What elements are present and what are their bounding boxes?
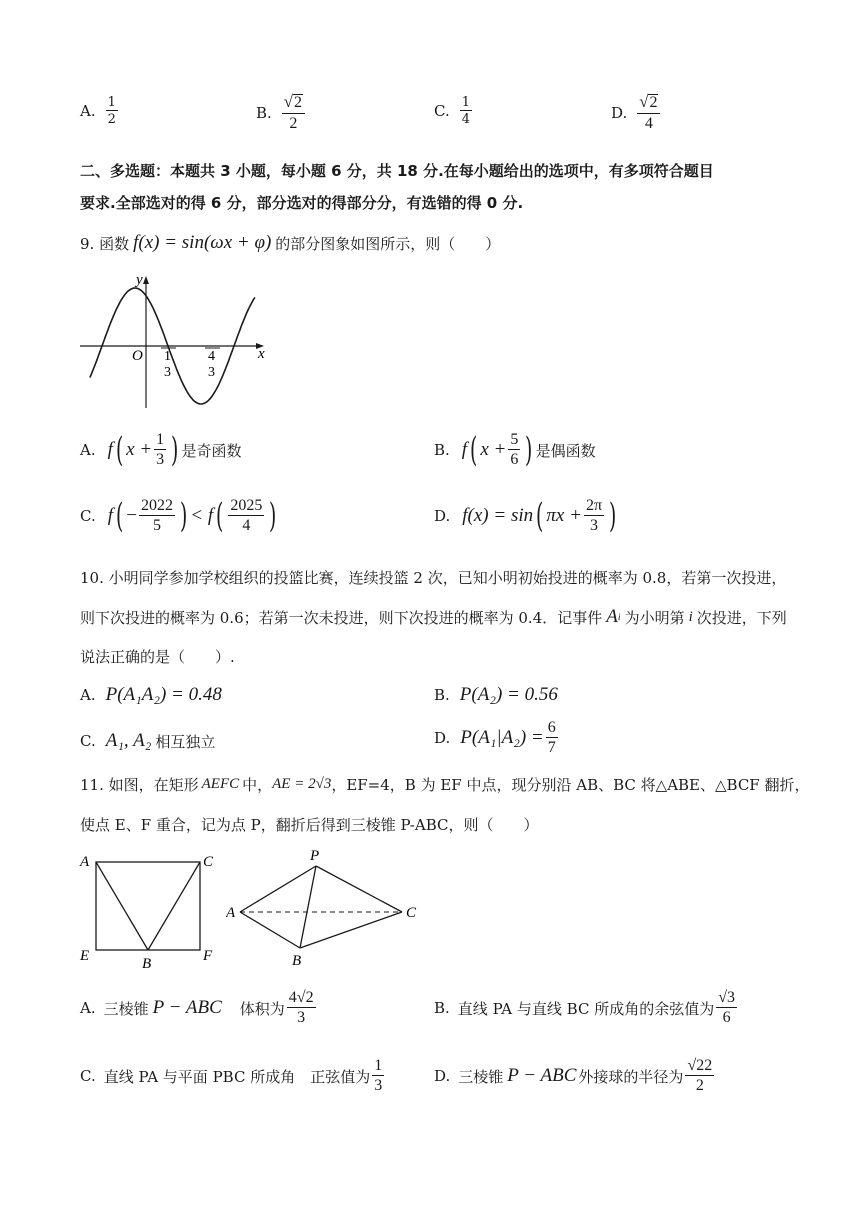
numerator: 6 (547, 719, 556, 736)
option-letter: B. (434, 999, 450, 1017)
tick2-den: 3 (208, 365, 215, 380)
y-axis-arrow (143, 276, 149, 284)
numerator: 2π (585, 497, 603, 514)
stem-prefix: 9. 函数 (80, 234, 130, 253)
option-text: 直线 PA 与平面 PBC 所成角 正弦值为 (103, 1067, 371, 1086)
denominator: 3 (589, 517, 598, 534)
q11-option-c (80, 1058, 386, 1094)
numerator: 1 (107, 95, 116, 110)
option-letter: C. (80, 1067, 96, 1085)
option-letter: A. (80, 441, 96, 459)
text: 为小明第 (624, 608, 685, 627)
option-suffix: 是奇函数 (181, 441, 242, 460)
option-letter: C. (80, 732, 96, 750)
fraction (637, 94, 660, 132)
stem-formula: f(x) = sin(ωx + φ) (133, 232, 272, 253)
segment-bc (148, 862, 200, 950)
denominator: 3 (374, 1077, 383, 1094)
right-paren: ) (179, 496, 188, 536)
func-name: f (107, 505, 113, 526)
option-suffix: 相互独立 (155, 732, 216, 751)
text: 次投进，下列 (696, 608, 787, 627)
fraction (508, 432, 520, 468)
event-sub: i (617, 611, 621, 623)
numerator: 1 (461, 95, 470, 110)
denominator: 2 (695, 1077, 704, 1094)
fraction (139, 498, 175, 534)
option-text: 体积为 (239, 999, 285, 1018)
numerator: 4√2 (288, 989, 314, 1006)
fraction (106, 96, 118, 126)
denominator: 4 (242, 517, 251, 534)
q10-option-d (434, 720, 560, 756)
option-letter: D. (434, 729, 451, 747)
denominator: 6 (510, 451, 519, 468)
option-text: 三棱锥 (458, 1067, 504, 1086)
edge-ap (240, 866, 316, 912)
section-heading-line1: 二、多选题：本题共 3 小题，每小题 6 分，共 18 分.在每小题给出的选项中，有多项符合题目 (80, 162, 714, 180)
option-expr: P − ABC (152, 997, 222, 1018)
edge-pb (300, 866, 316, 948)
x-label: x (258, 346, 265, 362)
tetrahedron-figure (226, 846, 424, 970)
q10-line2 (80, 606, 787, 628)
left-paren: ( (536, 496, 544, 536)
text: 中， (242, 776, 273, 794)
ae-length: AE = 2√3 (272, 776, 332, 792)
origin-label: O (132, 348, 143, 364)
q9-option-b (434, 432, 596, 468)
text: 则下次投进的概率为 0.6；若第一次未投进，则下次投进的概率为 0.4．记事件 (80, 608, 603, 627)
option-letter: A. (80, 102, 96, 120)
stem-suffix: 的部分图象如图所示，则（ ） (275, 234, 501, 253)
q11-option-d (434, 1058, 716, 1094)
denominator: 3 (156, 451, 165, 468)
option-letter: A. (80, 686, 96, 704)
q10-option-b (434, 684, 558, 706)
segment-ab (96, 862, 148, 950)
fraction (685, 1058, 714, 1094)
denominator: 2 (289, 114, 298, 132)
tick1-num: 1 (164, 349, 171, 364)
tick1-den: 3 (164, 365, 171, 380)
q9-option-a (80, 432, 241, 468)
label-f: F (203, 948, 213, 964)
edge-ab (240, 912, 300, 948)
label-b: B (142, 956, 152, 972)
denominator: 6 (722, 1009, 731, 1026)
option-text: 直线 PA 与直线 BC 所成角的余弦值为 (457, 999, 715, 1018)
right-paren: ) (171, 430, 179, 470)
option-letter: D. (434, 507, 451, 525)
numerator: 2022 (140, 497, 173, 514)
label-a: A (226, 905, 236, 921)
option-expr: P(A₁|A₂) = (460, 727, 544, 748)
option-letter: C. (434, 102, 450, 120)
minus-sign: − (126, 505, 137, 526)
fraction (584, 498, 604, 534)
q9-option-c (80, 498, 280, 534)
label-a: A (80, 854, 90, 870)
fraction (287, 990, 316, 1026)
radicand: 2 (649, 94, 658, 111)
denominator: 4 (461, 112, 470, 127)
section-heading-line2: 要求.全部选对的得 6 分，部分选对的得部分分，有选错的得 0 分. (80, 194, 524, 212)
numerator: 1 (374, 1057, 383, 1074)
option-expr: A₁, A₂ (105, 730, 152, 751)
edge-bc (300, 912, 402, 948)
q11-option-b (434, 990, 739, 1026)
fraction (154, 432, 166, 468)
q10-line3: 说法正确的是（ ）. (80, 648, 235, 666)
index-var: i (688, 608, 693, 625)
y-label: y (136, 272, 143, 288)
label-c: C (203, 854, 214, 870)
q11-option-a (80, 990, 318, 1026)
label-b: B (292, 953, 302, 969)
left-paren: ( (470, 430, 478, 470)
fraction (546, 720, 558, 756)
text: 11. 如图，在矩形 (80, 776, 199, 794)
left-paren: ( (216, 496, 224, 536)
inner-expr: x + (126, 439, 153, 460)
option-letter: A. (80, 999, 96, 1017)
func-expr: f(x) = sin (462, 505, 534, 526)
q10-option-c (80, 730, 215, 752)
rectangle-aefc (96, 862, 200, 950)
q9-option-d (434, 498, 619, 534)
fraction (460, 96, 472, 126)
label-e: E (80, 948, 90, 964)
numerator: √22 (687, 1057, 713, 1074)
left-paren: ( (115, 496, 124, 536)
option-letter: B. (434, 686, 450, 704)
fraction (228, 498, 264, 534)
label-p: P (310, 848, 320, 864)
denominator: 3 (297, 1009, 306, 1026)
numerator: √ 2 (282, 94, 305, 114)
rectangle-figure (76, 848, 224, 972)
rect-name: AEFC (201, 776, 240, 792)
q8-option-b (256, 94, 307, 132)
inner-expr: x + (480, 439, 507, 460)
right-paren: ) (609, 496, 617, 536)
label-c: C (406, 905, 417, 921)
inner-expr: πx + (546, 505, 582, 526)
numerator: √ 2 (637, 94, 660, 114)
fraction (372, 1058, 384, 1094)
q8-option-c (434, 96, 474, 126)
tick2-num: 4 (208, 349, 215, 364)
q10-option-a (80, 684, 222, 706)
right-paren: ) (269, 496, 277, 536)
denominator: 2 (107, 112, 116, 127)
q11-line1 (80, 774, 809, 795)
option-text: 三棱锥 (103, 999, 149, 1018)
numerator: √3 (718, 989, 735, 1006)
q9-stem (80, 232, 500, 254)
sine-graph (78, 268, 268, 413)
denominator: 5 (152, 517, 161, 534)
option-letter: B. (434, 441, 450, 459)
edge-pc (316, 866, 402, 912)
fraction (282, 94, 305, 132)
radicand: 2 (294, 94, 303, 111)
text: ，EF=4，B 为 EF 中点，现分别沿 AB、BC 将△ABE、△BCF 翻折， (331, 776, 810, 794)
option-text: 外接球的半径为 (578, 1067, 684, 1086)
option-suffix: 是偶函数 (535, 441, 596, 460)
q8-option-a (80, 96, 120, 126)
numerator: 2025 (230, 497, 263, 514)
option-expr: P − ABC (507, 1065, 577, 1086)
option-letter: D. (434, 1067, 451, 1085)
q11-line2: 使点 E、F 重合，记为点 P，翻折后得到三棱锥 P-ABC，则（ ） (80, 816, 539, 834)
option-letter: C. (80, 507, 96, 525)
func-name: f (461, 439, 468, 460)
option-letter: B. (256, 103, 272, 122)
option-expr: P(A₁A₂) = 0.48 (105, 684, 222, 705)
func-name: f (107, 439, 113, 460)
q10-line1: 10. 小明同学参加学校组织的投篮比赛，连续投篮 2 次，已知小明初始投进的概率为 0.8，若第一次投进， (80, 569, 787, 587)
numerator: 1 (156, 431, 165, 448)
less-than-f: < f (190, 505, 214, 526)
event-var: A (606, 606, 618, 627)
denominator: 4 (644, 114, 653, 132)
right-paren: ) (525, 430, 533, 470)
fraction (716, 990, 737, 1026)
denominator: 7 (547, 739, 556, 756)
option-expr: P(A₂) = 0.56 (459, 684, 558, 705)
left-paren: ( (115, 430, 124, 470)
numerator: 5 (510, 431, 519, 448)
q8-option-d (611, 94, 662, 132)
option-letter: D. (611, 103, 628, 122)
